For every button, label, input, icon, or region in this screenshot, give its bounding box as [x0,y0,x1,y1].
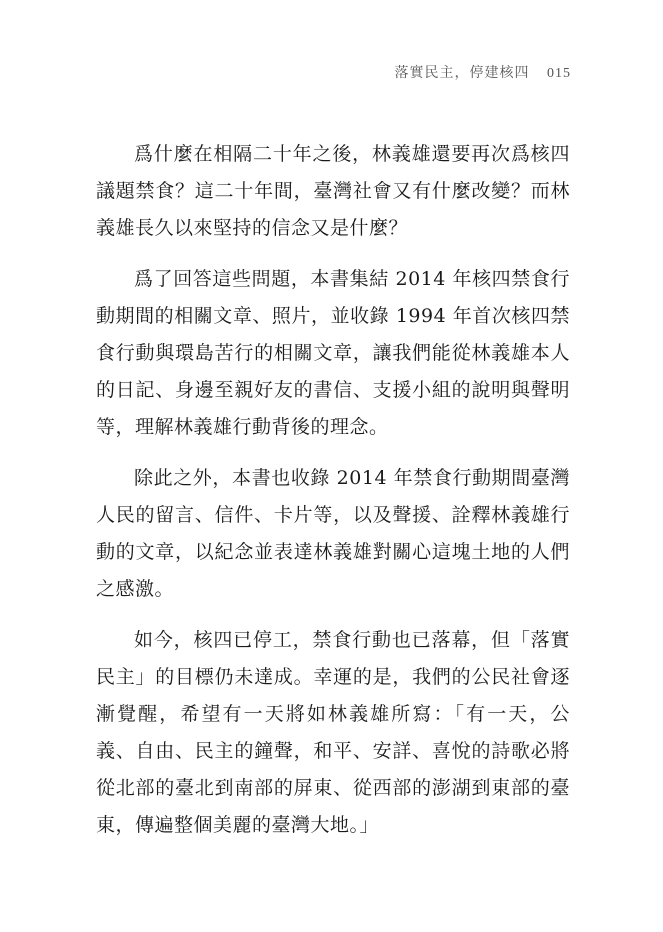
running-header [395,62,571,82]
paragraph-3: 除此之外，本書也收錄 2014 年禁食行動期間臺灣人民的留言、信件、卡片等，以及聲援、詮釋林義雄行動的文章，以紀念並表達林義雄對關心這塊土地的人們之感激。 [96,467,570,600]
paragraph-1: 爲什麼在相隔二十年之後，林義雄還要再次爲核四議題禁食？這二十年間，臺灣社會又有什麼改變？而林義雄長久以來堅持的信念又是什麼？ [96,143,570,239]
running-title: 落實民主，停建核四 [394,65,530,81]
paragraph-2: 爲了回答這些問題，本書集結 2014 年核四禁食行動期間的相關文章、照片，並收錄 1994 年首次核四禁食行動與環島苦行的相關文章，讓我們能從林義雄本人的日記、身邊至親好友的書信、支援小組的說明與聲明等，理解林義雄行動背後的理念。 [96,268,570,438]
body-text [96,136,570,858]
page-number: 015 [547,66,571,81]
paragraph-4: 如今，核四已停工，禁食行動也已落幕，但「落實民主」的目標仍未達成。幸運的是，我們的公民社會逐漸覺醒，希望有一天將如林義雄所寫：「有一天，公義、自由、民主的鐘聲，和平、安詳、喜悅的詩歌必將從北部的臺北到南部的屏東、從西部的澎湖到東部的臺東，傳遍整個美麗的臺灣大地。」 [96,629,570,836]
